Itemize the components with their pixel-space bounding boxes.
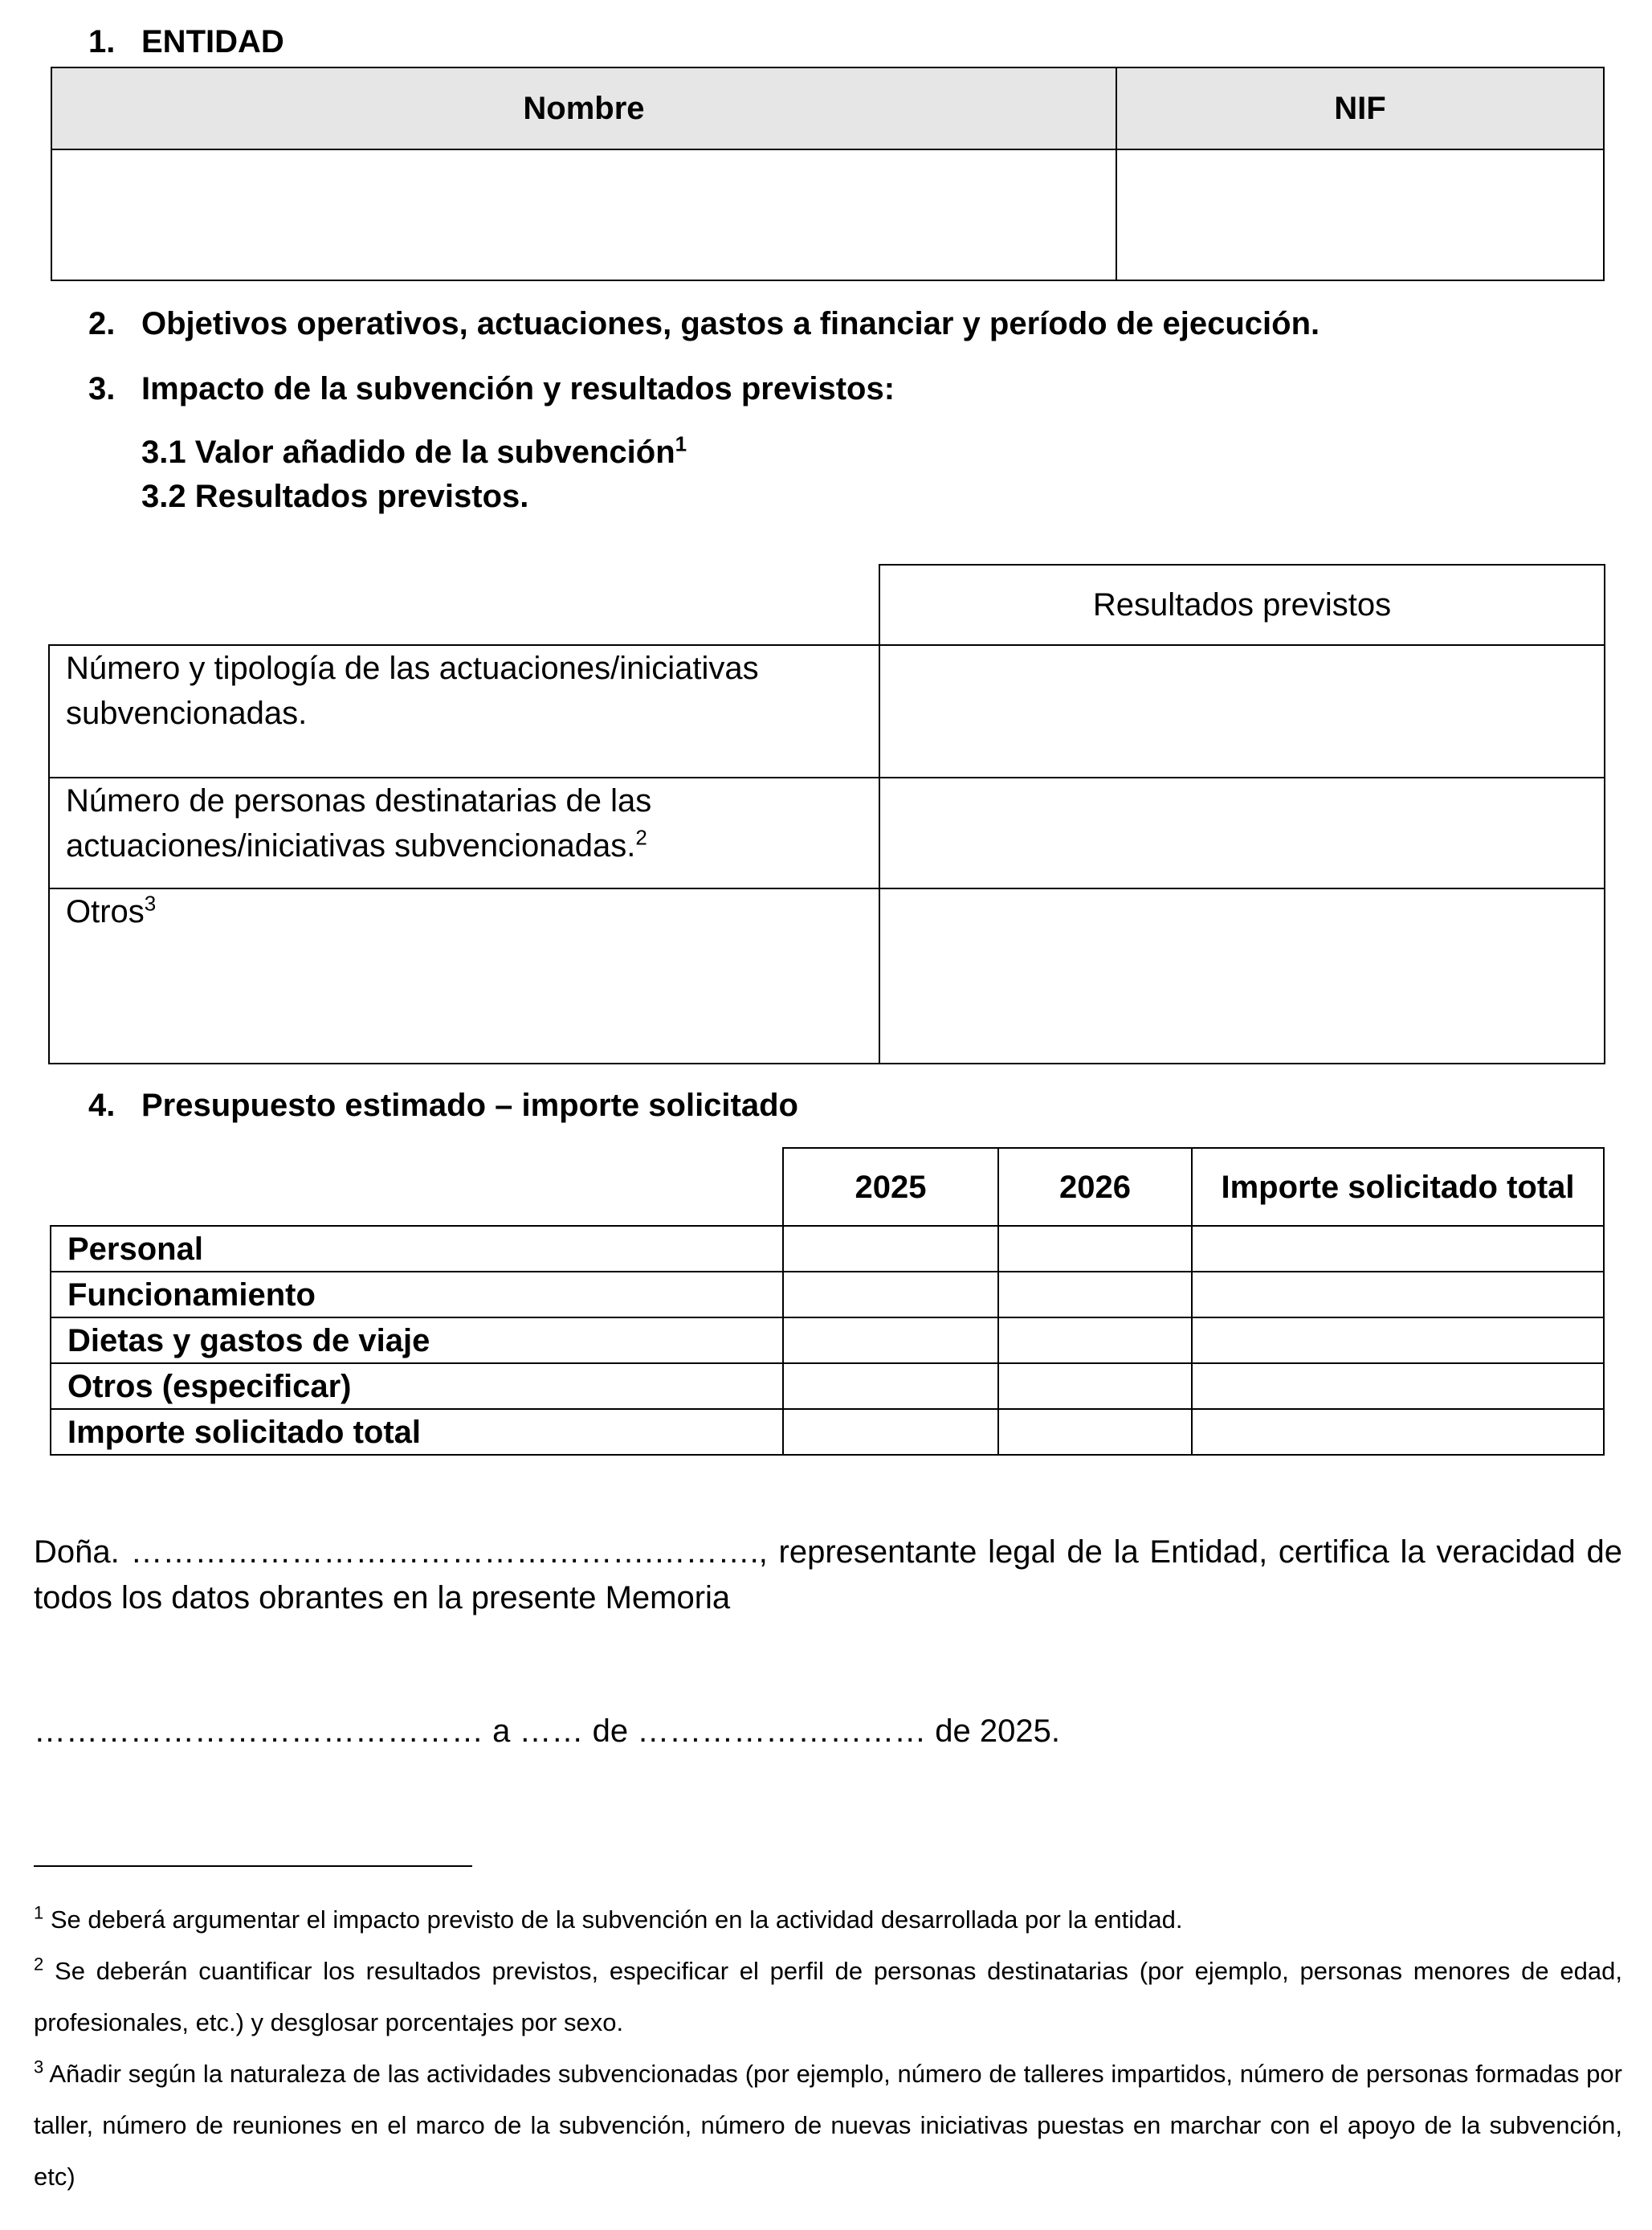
results-row-label [49,645,879,778]
results-row-label [49,888,879,1064]
row-label-text: Número de personas destinatarias de las actuaciones/iniciativas subvencionadas. [66,783,652,864]
subsection-3-1 [141,433,687,472]
footnote-ref: 2 [635,825,647,850]
date-line: …………………………………… a …… de ……………………… de 2025. [34,1713,1061,1749]
budget-row-label: Personal [51,1226,783,1272]
section-1-heading [88,22,284,61]
budget-row-label: Otros (especificar) [51,1363,783,1409]
budget-header-2026: 2026 [998,1148,1192,1226]
footnote-3 [34,2048,1622,2203]
section-3-heading [88,370,895,408]
footnote-number: 1 [34,1902,44,1923]
subsection-title: 3.2 Resultados previstos. [141,479,529,514]
footnote-1 [34,1894,1622,1946]
entity-nif-cell[interactable] [1116,149,1604,280]
footnote-number: 2 [34,1954,44,1975]
footnote-2 [34,1946,1622,2048]
subsection-3-2 [141,477,528,516]
results-table [48,564,1605,1064]
budget-cell[interactable] [998,1409,1192,1455]
results-row-value[interactable] [879,778,1605,888]
budget-cell[interactable] [998,1363,1192,1409]
results-header: Resultados previstos [879,565,1605,645]
entity-name-cell[interactable] [51,149,1116,280]
budget-cell[interactable] [1192,1363,1604,1409]
footnote-text: Se deberá argumentar el impacto previsto de la subvención en la actividad desarrollada por la entidad. [50,1905,1183,1934]
results-empty-corner [49,565,879,645]
budget-cell[interactable] [1192,1272,1604,1317]
budget-cell[interactable] [1192,1409,1604,1455]
budget-table [50,1147,1605,1456]
row-label-text: Número y tipología de las actuaciones/iniciativas subvencionadas. [66,651,759,731]
section-number: 3. [88,371,116,406]
budget-cell[interactable] [1192,1226,1604,1272]
results-row-value[interactable] [879,645,1605,778]
budget-cell[interactable] [998,1317,1192,1363]
certification-text: Doña. ………………………………………….………., representante legal de la Entidad, certifica la veracidad de todos los datos obrantes en la presente Memoria [34,1534,1622,1615]
budget-cell[interactable] [783,1409,998,1455]
section-title: Objetivos operativos, actuaciones, gastos a financiar y período de ejecución. [141,306,1320,341]
budget-empty-corner [51,1148,783,1226]
entity-nif-header: NIF [1116,67,1604,149]
budget-header-2025: 2025 [783,1148,998,1226]
section-number: 4. [88,1088,116,1123]
budget-row-label: Dietas y gastos de viaje [51,1317,783,1363]
footnote-text: Añadir según la naturaleza de las actividades subvencionadas (por ejemplo, número de talleres impartidos, número de personas formadas por taller, número de reuniones en el marco de la subvención, número de nuevas iniciativas puestas en marchar con el apoyo de la subvención, etc) [34,2060,1622,2191]
subsection-title: 3.1 Valor añadido de la subvención [141,435,675,470]
budget-row-label: Importe solicitado total [51,1409,783,1455]
footnote-text: Se deberán cuantificar los resultados previstos, especificar el perfil de personas destinatarias (por ejemplo, personas menores de edad, profesionales, etc.) y desglosar porcentajes por sexo. [34,1957,1622,2036]
section-number: 1. [88,24,116,59]
budget-cell[interactable] [783,1363,998,1409]
budget-cell[interactable] [1192,1317,1604,1363]
row-label-text: Otros [66,894,145,929]
section-number: 2. [88,306,116,341]
section-2-heading [88,304,1320,343]
budget-cell[interactable] [783,1272,998,1317]
footnote-ref: 3 [144,891,157,916]
entity-table [51,67,1605,281]
section-4-heading [88,1086,798,1125]
budget-cell[interactable] [783,1226,998,1272]
footnote-number: 3 [34,2056,44,2077]
results-row-value[interactable] [879,888,1605,1064]
entity-name-header: Nombre [51,67,1116,149]
budget-cell[interactable] [998,1272,1192,1317]
footnote-ref: 1 [675,431,687,456]
budget-header-total: Importe solicitado total [1192,1148,1604,1226]
section-title: Presupuesto estimado – importe solicitado [141,1088,798,1123]
budget-cell[interactable] [783,1317,998,1363]
budget-cell[interactable] [998,1226,1192,1272]
budget-row-label: Funcionamiento [51,1272,783,1317]
footnotes [34,1894,1622,2203]
section-title: Impacto de la subvención y resultados previstos: [141,371,895,406]
results-row-label [49,778,879,888]
section-title: ENTIDAD [141,24,284,59]
footnote-separator [34,1865,472,1867]
